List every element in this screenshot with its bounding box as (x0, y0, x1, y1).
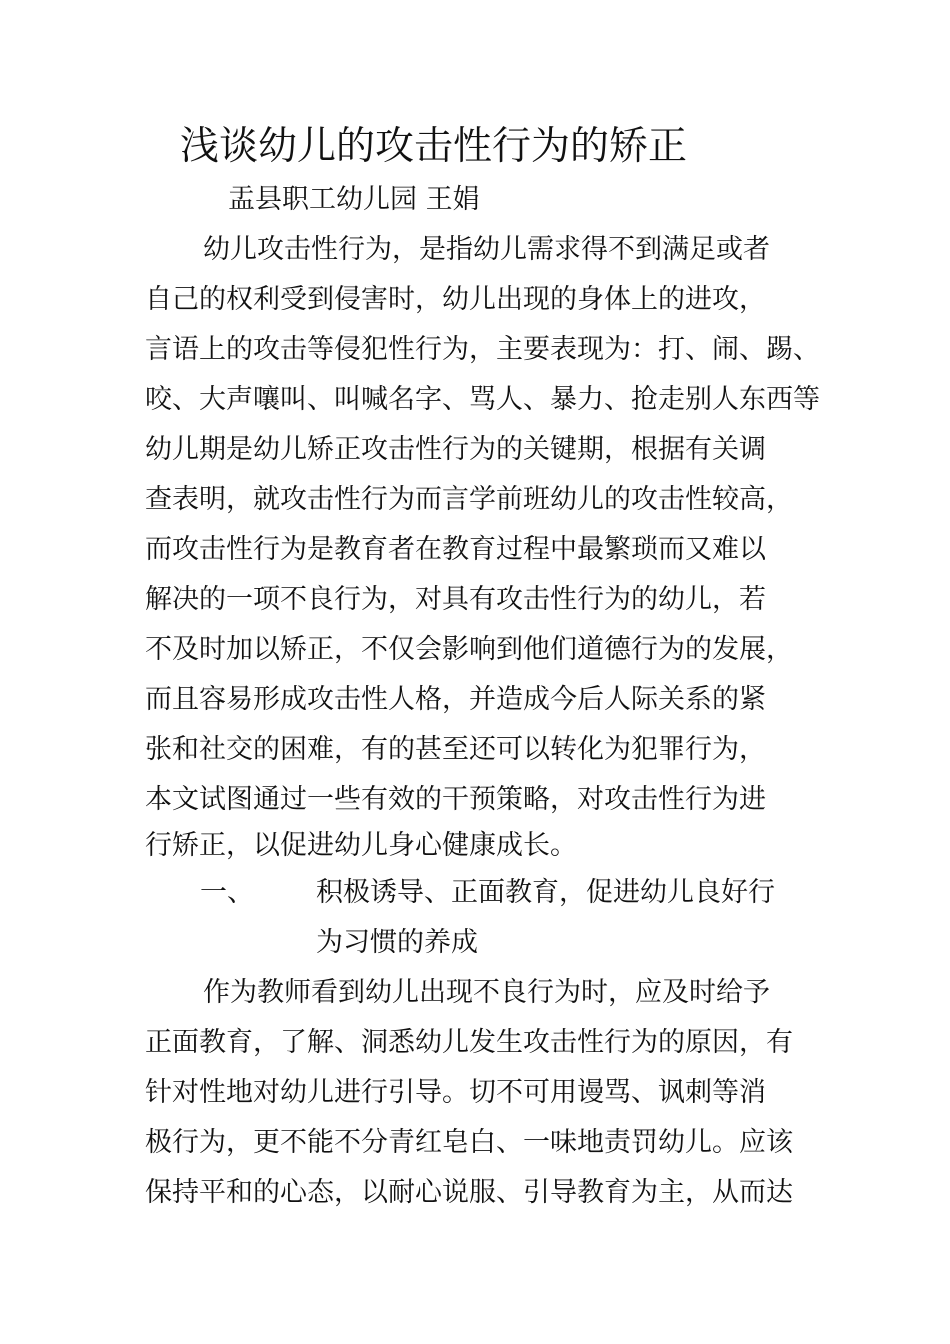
author-line: 盂县职工幼儿园 王娟 (228, 184, 480, 215)
paragraph-2-line-3: 针对性地对幼儿进行引导。切不可用谩骂、讽刺等消 (145, 1077, 766, 1108)
paragraph-1-line-9: 不及时加以矫正，不仅会影响到他们道德行为的发展， (145, 634, 793, 665)
paragraph-1-line-5: 幼儿期是幼儿矫正攻击性行为的关键期，根据有关调 (145, 434, 766, 465)
paragraph-1-line-12: 本文试图通过一些有效的干预策略，对攻击性行为进 (145, 784, 766, 815)
paragraph-1-line-4: 咬、大声嚷叫、叫喊名字、骂人、暴力、抢走别人东西等 (145, 384, 820, 415)
paragraph-1-line-7: 而攻击性行为是教育者在教育过程中最繁琐而又难以 (145, 534, 766, 565)
paragraph-2-line-4: 极行为，更不能不分青红皂白、一味地责罚幼儿。应该 (145, 1127, 793, 1158)
paragraph-1-line-10: 而且容易形成攻击性人格，并造成今后人际关系的紧 (145, 684, 766, 715)
paragraph-1-line-8: 解决的一项不良行为，对具有攻击性行为的幼儿，若 (145, 584, 766, 615)
section-heading-line-1: 积极诱导、正面教育，促进幼儿良好行 (316, 877, 775, 908)
paragraph-1-line-2: 自己的权利受到侵害时，幼儿出现的身体上的进攻， (145, 284, 766, 315)
paragraph-1-line-11: 张和社交的困难，有的甚至还可以转化为犯罪行为， (145, 734, 766, 765)
paragraph-1-line-6: 查表明，就攻击性行为而言学前班幼儿的攻击性较高， (145, 484, 793, 515)
document-title: 浅谈幼儿的攻击性行为的矫正 (180, 124, 688, 169)
section-number: 一、 (200, 877, 254, 908)
paragraph-1-line-3: 言语上的攻击等侵犯性行为，主要表现为：打、闹、踢、 (145, 334, 820, 365)
paragraph-1-line-13: 行矫正，以促进幼儿身心健康成长。 (145, 830, 577, 861)
paragraph-2-line-5: 保持平和的心态，以耐心说服、引导教育为主，从而达 (145, 1177, 793, 1208)
paragraph-2-line-2: 正面教育，了解、洞悉幼儿发生攻击性行为的原因，有 (145, 1027, 793, 1058)
paragraph-2-line-1: 作为教师看到幼儿出现不良行为时，应及时给予 (203, 977, 770, 1008)
paragraph-1-line-1: 幼儿攻击性行为，是指幼儿需求得不到满足或者 (203, 234, 770, 265)
section-heading-line-2: 为习惯的养成 (316, 927, 478, 958)
